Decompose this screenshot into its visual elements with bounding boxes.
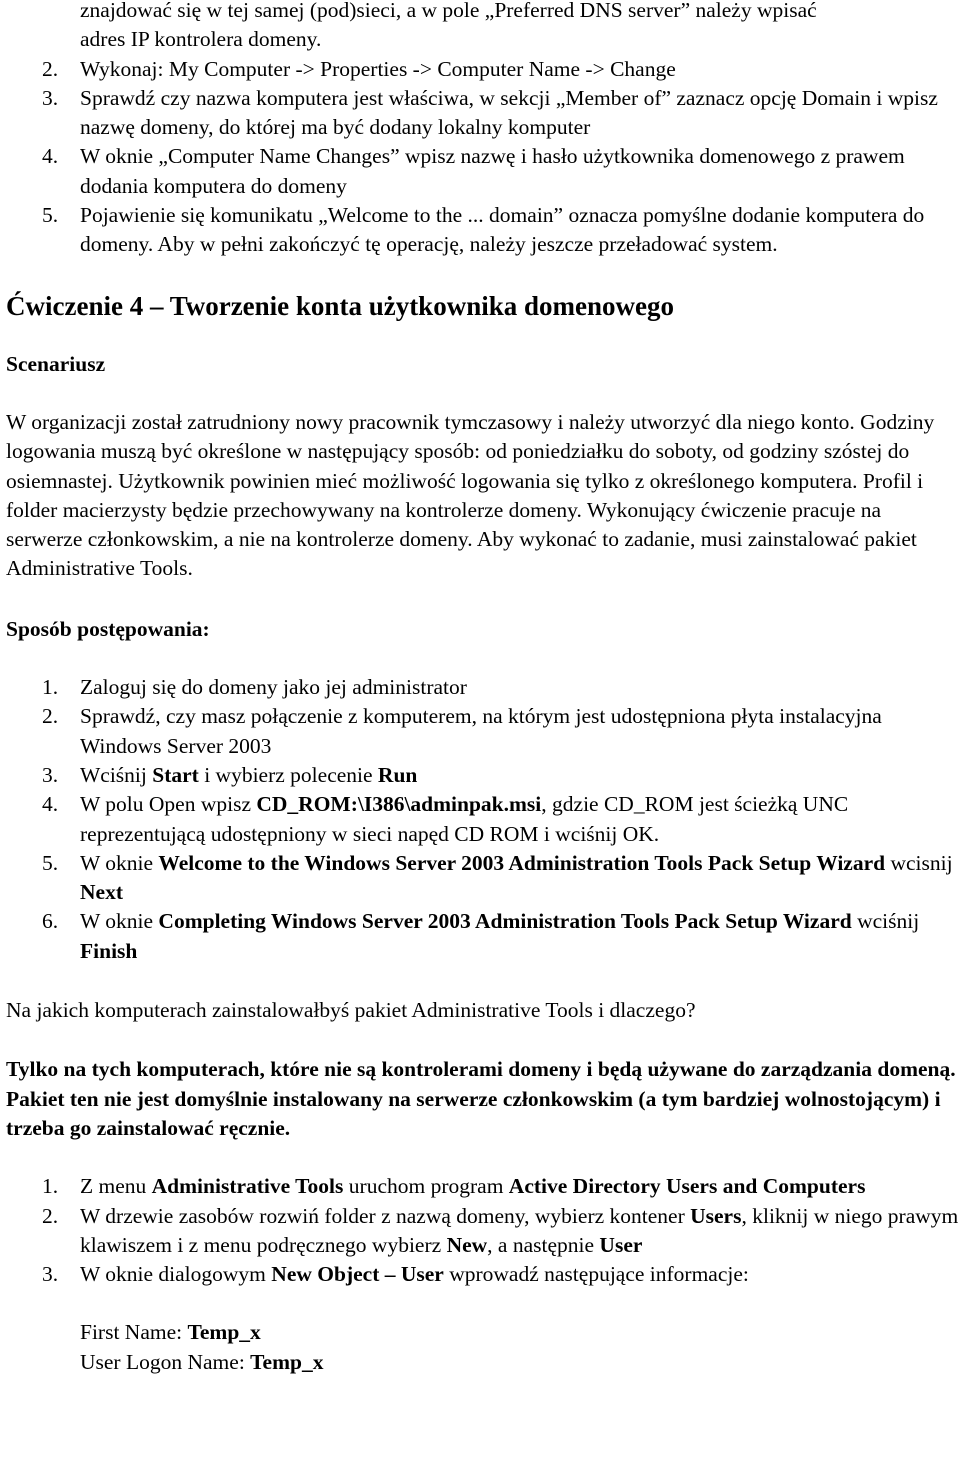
list-text: W oknie dialogowym: [80, 1262, 272, 1287]
field-value: Temp_x: [250, 1349, 324, 1374]
list-text: W oknie „Computer Name Changes” wpisz nazwę i hasło użytkownika domenowego z prawem dodania komputera do domeny: [80, 144, 905, 198]
list-text: W polu Open wpisz: [80, 792, 257, 817]
list-text: , kliknij w niego prawym klawiszem i z menu podręcznego wybierz: [80, 1203, 959, 1257]
list-number: 3.: [42, 85, 59, 110]
list-text: wprowadź następujące informacje:: [443, 1262, 749, 1287]
list-number: 3.: [42, 1262, 59, 1287]
list-item: [6, 1260, 960, 1289]
bold-term: Run: [377, 762, 418, 787]
list-text: Pojawienie się komunikatu „Welcome to the ... domain” oznacza pomyślne dodanie komputera do domeny. Aby w pełni zakończyć tę operację, należy jeszcze przeładować system.: [80, 203, 925, 257]
list-text: Zaloguj się do domeny jako jej administrator: [80, 675, 467, 700]
procedure-list: [6, 673, 960, 966]
bold-term: Welcome to the Windows Server 2003 Administration Tools Pack Setup Wizard: [158, 850, 886, 875]
list-item: [6, 201, 960, 260]
bold-term: Next: [80, 880, 123, 905]
list-text: W drzewie zasobów rozwiń folder z nazwą domeny, wybierz kontener: [80, 1203, 691, 1228]
list-item: [6, 673, 960, 702]
bold-term: User: [599, 1232, 643, 1257]
list-text: uruchom program: [343, 1174, 509, 1199]
list-number: 4.: [42, 792, 59, 817]
list-item: [6, 907, 960, 966]
list-text: Wykonaj: My Computer -> Properties -> Computer Name -> Change: [80, 56, 676, 81]
continued-line: znajdować się w tej samej (pod)sieci, a w pole „Preferred DNS server” należy wpisać: [80, 0, 817, 22]
list-item: [6, 790, 960, 849]
list-text: , gdzie CD_ROM jest ścieżką UNC reprezentującą udostępniony w sieci napęd CD ROM i wciśnij OK.: [80, 792, 849, 846]
list-text: Sprawdź czy nazwa komputera jest właściwa, w sekcji „Member of” zaznacz opcję Domain i wpisz nazwę domeny, do której ma być dodany lokalny komputer: [80, 85, 938, 140]
list-item: [6, 761, 960, 790]
list-item: [6, 1202, 960, 1261]
scenario-text: W organizacji został zatrudniony nowy pracownik tymczasowy i należy utworzyć dla niego konto. Godziny logowania muszą być określone w następujący sposób: od poniedziałku do soboty, od godziny szóstej do osiemnastej. Użytkownik powinien mieć możliwość logowania się tylko z określonego komputera. Profil i folder macierzysty będzie przechowywany na kontrolerze domeny. Wykonujący ćwiczenie pracuje na serwerze członkowskim, a nie na kontrolerze domeny. Aby wykonać to zadanie, musi zainstalować pakiet Administrative Tools.: [6, 409, 935, 581]
field-line: [6, 1318, 960, 1347]
list-text: i wybierz polecenie: [198, 762, 378, 787]
list-item: [6, 84, 960, 143]
list-item: [6, 849, 960, 908]
bold-term: Start: [152, 762, 199, 787]
steps-list: [6, 1172, 960, 1289]
list-number: 5.: [42, 203, 59, 228]
field-label: First Name:: [80, 1320, 188, 1345]
list-number: 2.: [42, 56, 59, 81]
list-number: 1.: [42, 1174, 59, 1199]
list-item: [6, 1172, 960, 1201]
bold-term: Completing Windows Server 2003 Administration Tools Pack Setup Wizard: [158, 909, 852, 934]
list-text: wciśnij: [851, 909, 920, 934]
list-text: Sprawdź, czy masz połączenie z komputerem, na którym jest udostępniona płyta instalacyjna Windows Server 2003: [80, 704, 882, 758]
list-text: W oknie: [80, 909, 159, 934]
field-line: [6, 1348, 960, 1377]
list-number: 2.: [42, 1203, 59, 1228]
list-item: [6, 142, 960, 201]
question-text: Na jakich komputerach zainstalowałbyś pakiet Administrative Tools i dlaczego?: [6, 998, 696, 1023]
bold-term: Administrative Tools: [151, 1174, 344, 1199]
list-number: 3.: [42, 762, 59, 787]
bold-term: Active Directory Users and Computers: [508, 1174, 866, 1199]
list-text: Wciśnij: [80, 762, 153, 787]
list-text: wcisnij: [885, 850, 953, 875]
fields-block: [6, 1318, 960, 1377]
intro-section: [6, 0, 960, 260]
bold-term: New: [446, 1232, 488, 1257]
answer-text: Tylko na tych komputerach, które nie są kontrolerami domeny i będą używane do zarządzania domeną. Pakiet ten nie jest domyślnie instalowany na serwerze członkowskim (a tym bardziej wolnostojącym) i trzeba go zainstalować ręcznie.: [6, 1057, 956, 1140]
exercise-title: Ćwiczenie 4 – Tworzenie konta użytkownika domenowego: [6, 290, 674, 321]
scenario-heading: Scenariusz: [6, 351, 106, 376]
list-text: , a następnie: [487, 1232, 600, 1257]
list-text: Z menu: [80, 1174, 152, 1199]
bold-term: New Object – User: [271, 1262, 444, 1287]
list-number: 2.: [42, 704, 59, 729]
bold-term: CD_ROM:\I386\adminpak.msi: [256, 792, 542, 817]
list-text: W oknie: [80, 850, 159, 875]
list-number: 6.: [42, 909, 59, 934]
procedure-heading: Sposób postępowania:: [6, 616, 210, 641]
list-item: [6, 702, 960, 761]
bold-term: Users: [690, 1203, 742, 1228]
intro-list: [6, 55, 960, 260]
field-value: Temp_x: [187, 1320, 261, 1345]
continued-line: adres IP kontrolera domeny.: [80, 27, 322, 52]
field-label: User Logon Name:: [80, 1349, 251, 1374]
list-number: 5.: [42, 850, 59, 875]
bold-term: Finish: [80, 938, 138, 963]
list-number: 4.: [42, 144, 59, 169]
list-item: [6, 55, 960, 84]
list-number: 1.: [42, 675, 59, 700]
